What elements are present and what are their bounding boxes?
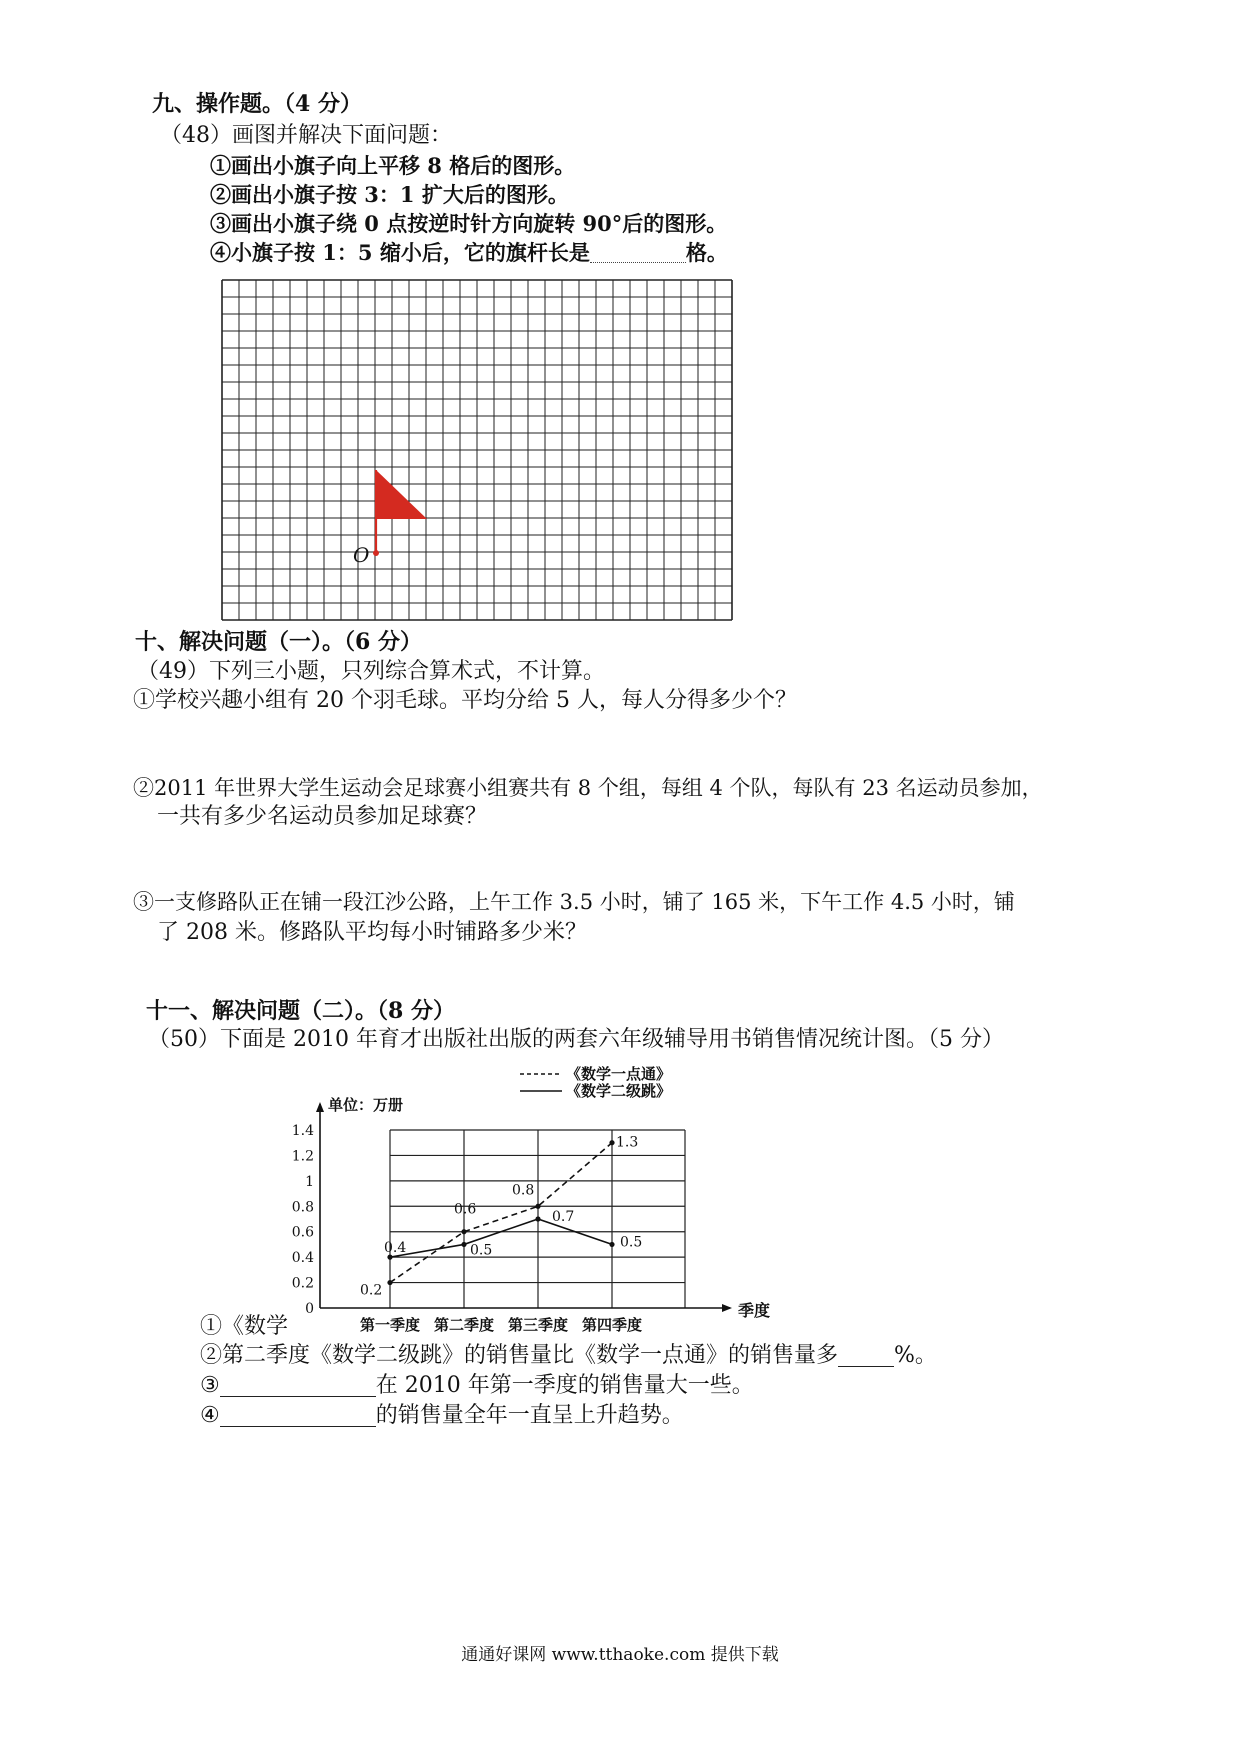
footer-credit: 通通好课网 www.tthaoke.com 提供下载 [461,1645,779,1665]
q50-sub-1: ①《数学 [200,1314,289,1339]
y-tick-label: 0.8 [291,1199,314,1216]
data-label: 0.5 [470,1242,493,1259]
flag-triangle [376,470,427,519]
answer-blank-q48-4[interactable] [590,242,686,263]
q48-item-2: ②画出小旗子按 3：1 扩大后的图形。 [210,182,569,207]
answer-blank-q50-4[interactable] [220,1406,376,1427]
data-label: 0.2 [360,1282,383,1299]
legend-label-2: 《数学二级跳》 [566,1082,672,1100]
grid-lines [222,280,732,620]
point-o [373,550,379,556]
q49-problem-2-line1: ②2011 年世界大学生运动会足球赛小组赛共有 8 个组，每组 4 个队，每队有 23 名运动员参加， [133,776,1043,800]
q48-item-1: ①画出小旗子向上平移 8 格后的图形。 [210,153,576,178]
x-tick-label: 第三季度 [507,1316,569,1334]
y-axis-title: 单位：万册 [328,1096,404,1114]
q50-sub-4-number: ④ [200,1403,220,1428]
q48-item-4-text: ④小旗子按 1：5 缩小后，它的旗杆长是 [210,240,590,265]
data-point [535,1204,540,1209]
x-tick-label: 第一季度 [359,1316,421,1334]
y-tick-label: 0.6 [291,1224,314,1241]
q48-item-4-unit: 格。 [685,240,728,265]
y-tick-label: 1.2 [291,1148,314,1165]
q49-problem-2-line2: 一共有多少名运动员参加足球赛？ [157,804,488,829]
q48-stem: （48）画图并解决下面问题： [160,123,452,148]
q49-problem-1: ①学校兴趣小组有 20 个羽毛球。平均分给 5 人，每人分得多少个？ [133,688,797,713]
data-point [609,1242,614,1247]
chart-plot [292,1096,770,1334]
q48-item-3: ③画出小旗子绕 0 点按逆时针方向旋转 90°后的图形。 [210,211,728,236]
legend-label-1: 《数学一点通》 [566,1065,672,1083]
data-label: 0.4 [384,1240,407,1257]
y-tick-label: 0.4 [291,1250,314,1267]
q50-stem: （50）下面是 2010 年育才出版社出版的两套六年级辅导用书销售情况统计图。（5 分） [148,1027,1004,1052]
q50-sub-3-number: ③ [200,1373,220,1398]
q50-sub-3-text: 在 2010 年第一季度的销售量大一些。 [375,1373,754,1398]
grid-figure [221,279,737,623]
answer-blank-q50-3[interactable] [220,1376,376,1397]
section9-title: 九、操作题。（4 分） [152,91,362,117]
sales-line-chart [280,1060,800,1342]
data-point [387,1280,392,1285]
q50-sub-4 [200,1405,684,1427]
x-tick-label: 第四季度 [581,1316,643,1334]
q49-problem-3-line1: ③一支修路队正在铺一段江沙公路，上午工作 3.5 小时，铺了 165 米，下午工作 4.5 小时，铺 [133,890,1015,914]
x-axis-arrow [722,1304,732,1312]
point-o-label: O [353,543,370,567]
section10-title: 十、解决问题（一）。（6 分） [135,629,422,655]
q49-problem-3-line2: 了 208 米。修路队平均每小时铺路多少米？ [157,920,587,945]
answer-blank-q50-2[interactable] [838,1346,894,1367]
q49-stem: （49）下列三小题，只列综合算术式，不计算。 [137,659,605,684]
y-tick-label: 0.2 [291,1275,314,1292]
section11-title: 十一、解决问题（二）。（8 分） [146,998,455,1024]
data-point [461,1229,466,1234]
q48-item-4 [210,242,728,263]
q50-sub-2 [200,1345,937,1367]
data-point [461,1242,466,1247]
q50-sub-3 [200,1375,754,1397]
data-point [535,1216,540,1221]
q50-sub-2-text: ②第二季度《数学二级跳》的销售量比《数学一点通》的销售量多 [200,1343,839,1368]
data-label: 0.6 [454,1201,477,1218]
data-label: 0.5 [620,1234,643,1251]
q50-sub-4-text: 的销售量全年一直呈上升趋势。 [375,1403,684,1428]
data-point [609,1140,614,1145]
q50-sub-2-unit: %。 [894,1343,937,1368]
y-tick-label: 0 [305,1301,314,1317]
series-line-1 [390,1143,612,1283]
data-label: 0.7 [552,1209,575,1225]
data-label: 0.8 [512,1182,535,1199]
x-axis-title: 季度 [738,1301,771,1320]
chart-legend [520,1065,671,1100]
y-tick-label: 1 [305,1173,314,1190]
y-tick-label: 1.4 [291,1123,314,1139]
series-line-2 [390,1219,612,1257]
x-tick-label: 第二季度 [433,1316,495,1334]
y-axis-arrow [316,1102,324,1112]
data-label: 1.3 [616,1134,639,1151]
